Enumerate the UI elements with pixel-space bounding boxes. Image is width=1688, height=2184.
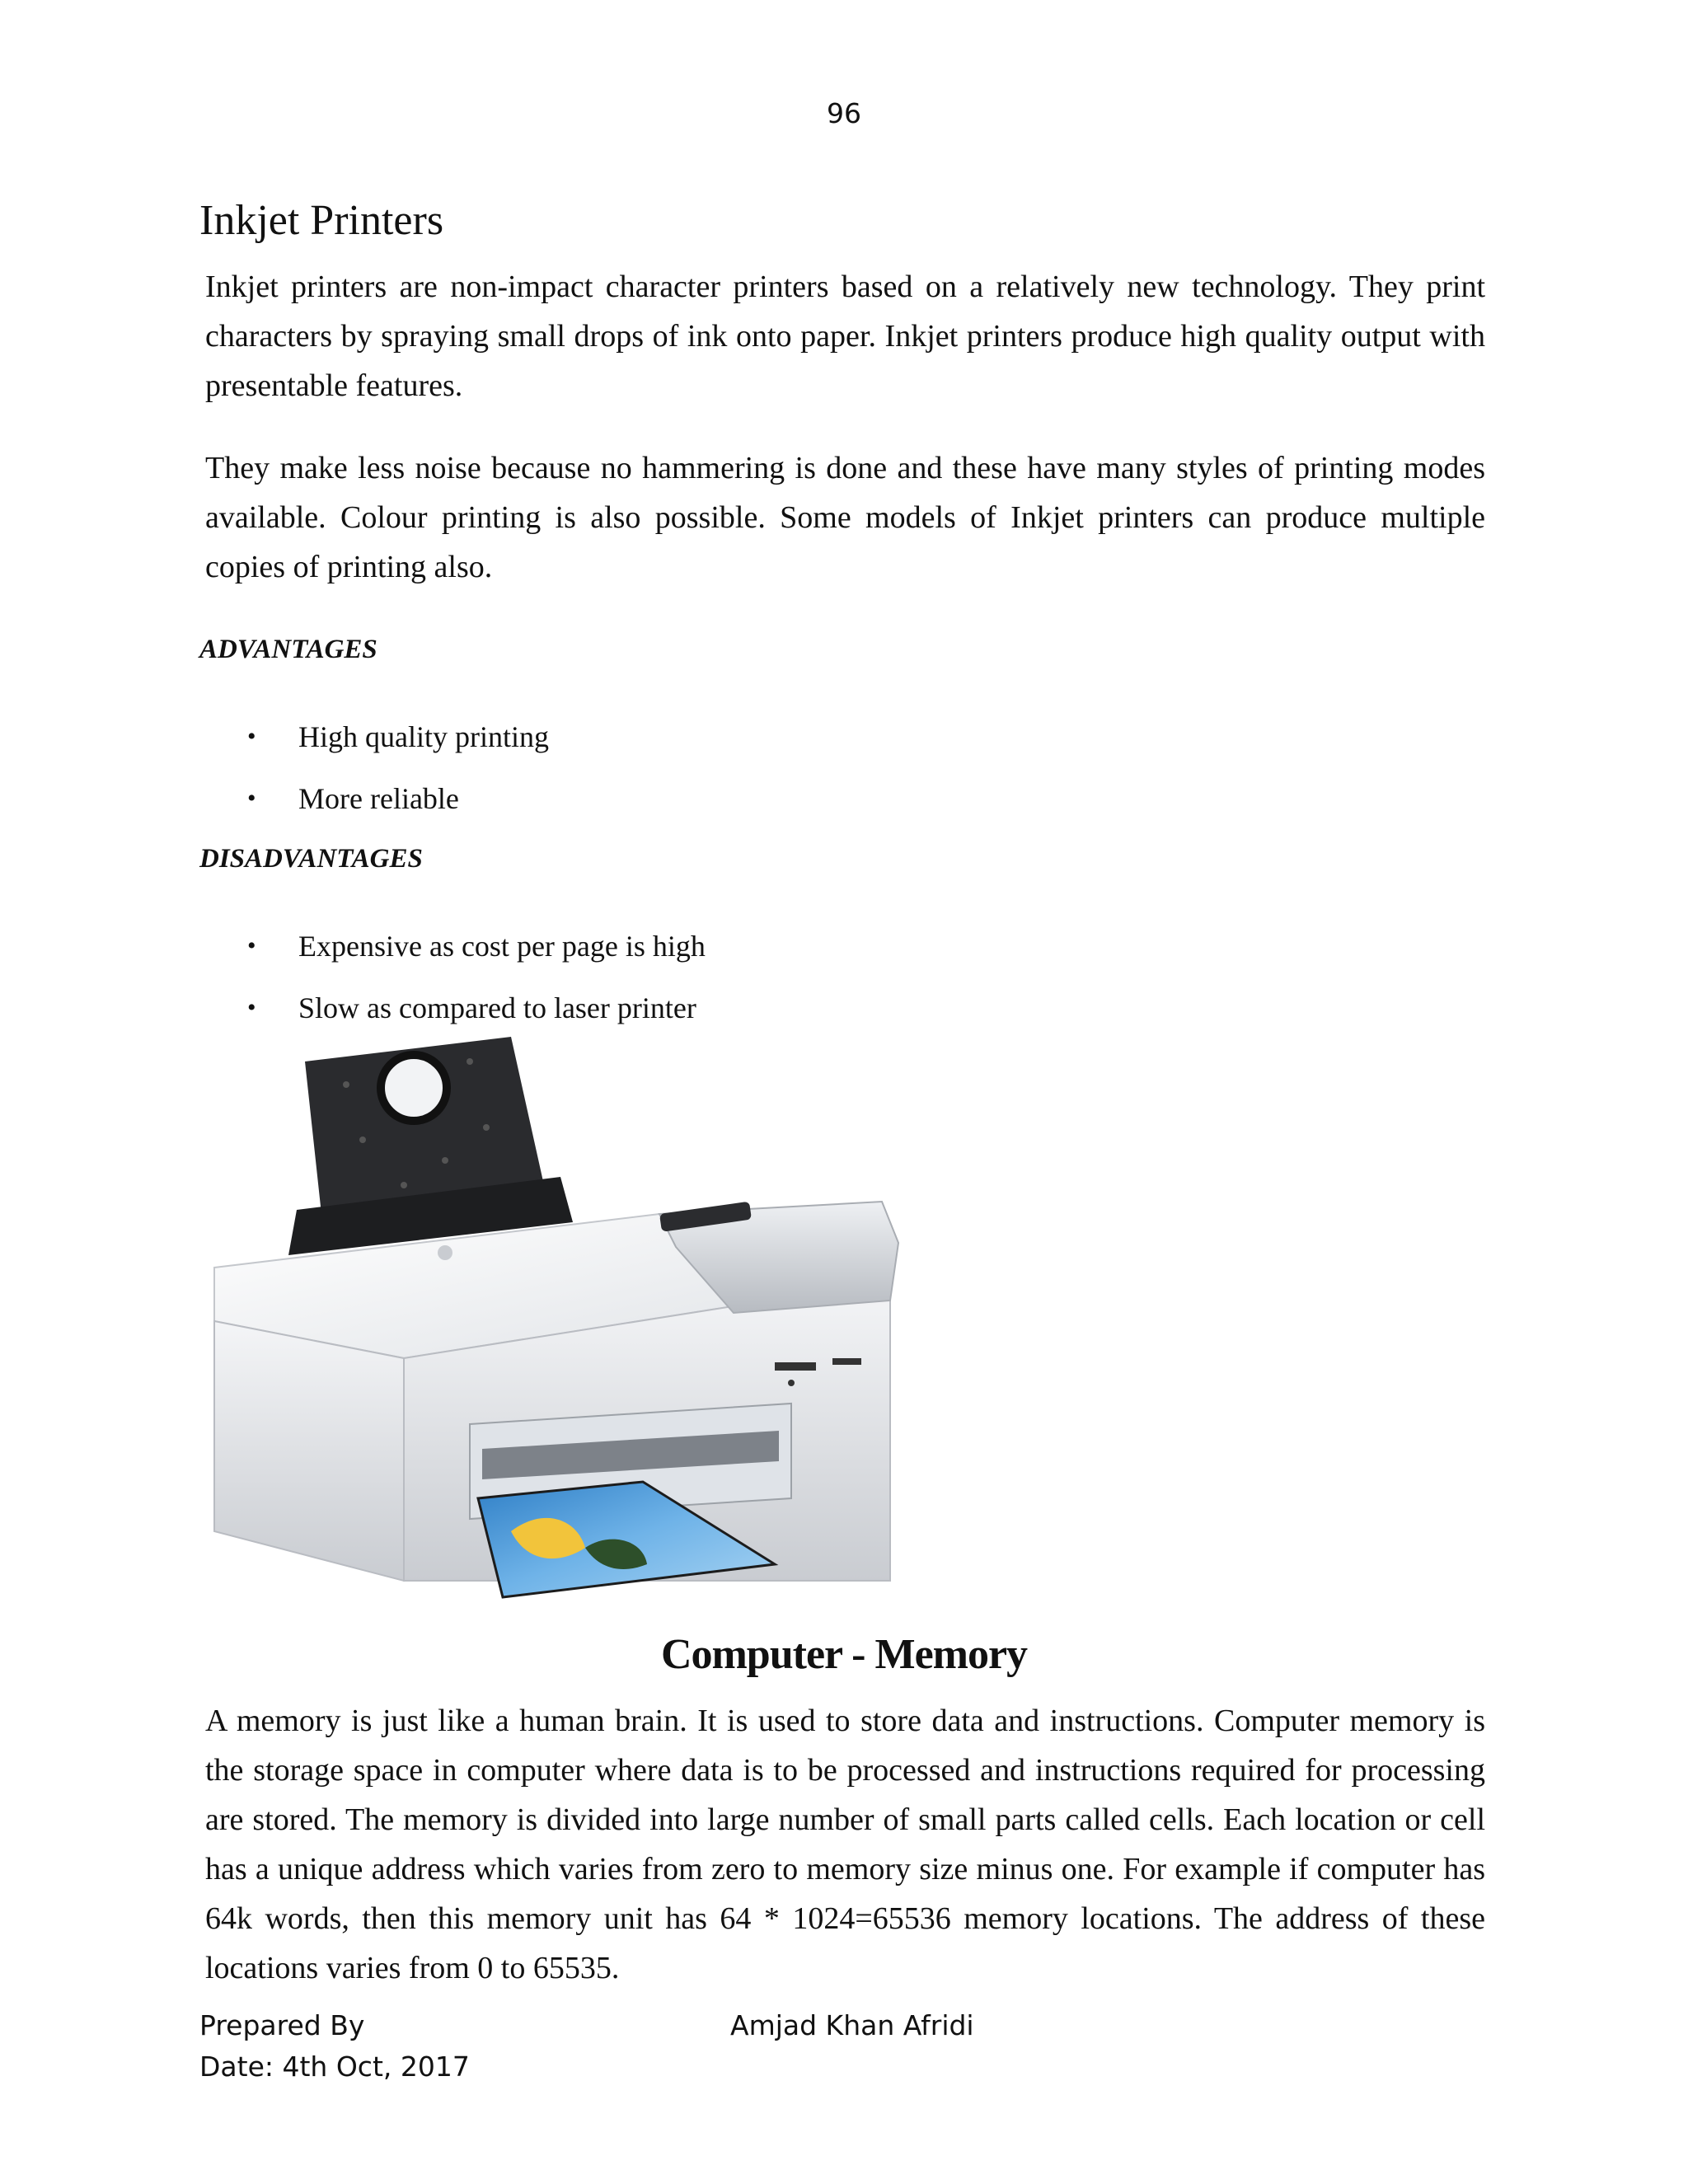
advantages-list [247, 719, 549, 842]
footer-prepared-by: Prepared By [199, 2009, 365, 2041]
list-item-text: Expensive as cost per page is high [298, 930, 706, 963]
bullet-icon: • [247, 785, 256, 812]
bullet-icon: • [247, 723, 256, 750]
section-title-computer-memory: Computer - Memory [660, 1631, 1028, 1678]
footer-date: Date: 4th Oct, 2017 [199, 2050, 470, 2083]
memory-paragraph: A memory is just like a human brain. It is used to store data and instructions. Computer memory is the storage space in computer where data is to be processed and instructions required for processing are stored. The memory is divided into large number of small parts called cells. Each location or cell has a unique address which varies from zero to memory size minus one. For example if computer has 64k words, then this memory unit has 64 * 1024=65536 memory locations. The address of these locations varies from 0 to 65535. [205, 1704, 1485, 1985]
list-item-text: Slow as compared to laser printer [298, 991, 696, 1024]
disadvantages-list [247, 928, 706, 1052]
list-item-text: More reliable [298, 782, 459, 815]
bullet-icon: • [247, 994, 256, 1021]
footer-author: Amjad Khan Afridi [730, 2009, 974, 2041]
list-item-text: High quality printing [298, 720, 549, 753]
page-number: 96 [827, 97, 861, 129]
inkjet-paragraph-1: Inkjet printers are non-impact character printers based on a relatively new technology. They print characters by spraying small drops of ink onto paper. Inkjet printers produce high quality output with presentable features. [205, 269, 1485, 403]
list-item [247, 928, 706, 990]
list-item [247, 780, 549, 842]
advantages-heading: ADVANTAGES [199, 635, 377, 664]
section-title-inkjet-printers: Inkjet Printers [199, 197, 444, 244]
list-item [247, 719, 549, 780]
bullet-icon: • [247, 932, 256, 959]
disadvantages-heading: DISADVANTAGES [199, 844, 423, 874]
inkjet-printer-image [198, 1037, 907, 1614]
inkjet-paragraph-2: They make less noise because no hammering is done and these have many styles of printing modes available. Colour printing is also possible. Some models of Inkjet printers can produce multiple copies of printing also. [205, 451, 1485, 584]
